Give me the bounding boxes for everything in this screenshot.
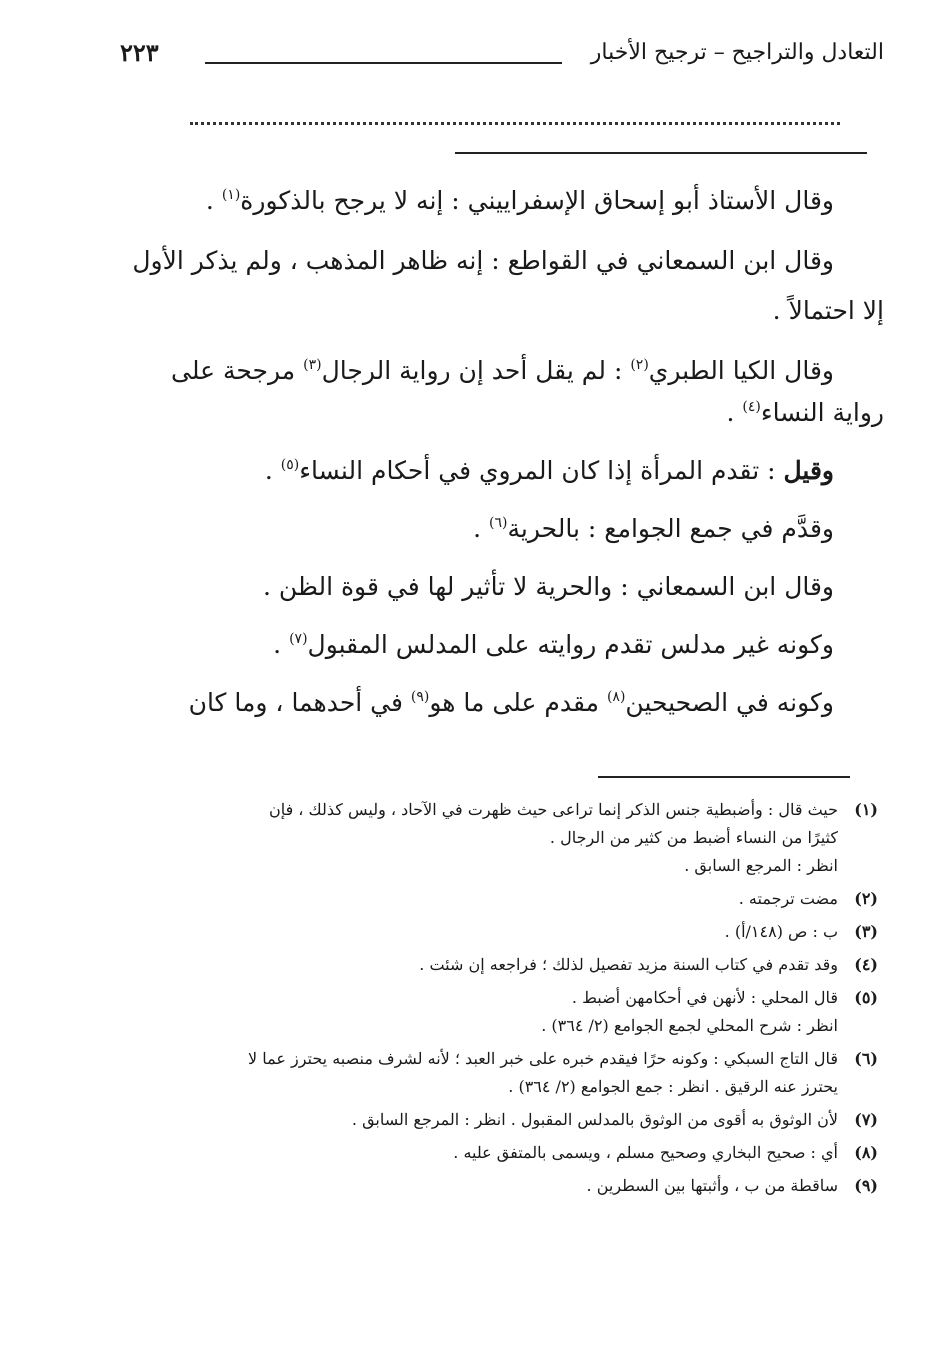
footnote-number: (٣) [854,922,878,941]
running-header-title: التعادل والتراجيح – ترجيح الأخبار [590,40,884,65]
footnote-ref-9: (٩) [410,689,430,705]
footnote-number: (٤) [854,955,878,974]
footnote-number: (١) [854,800,878,819]
footnote-ref-2: (٢) [630,357,649,373]
paragraph-2-continued: إلا احتمالاً . [772,296,884,325]
footnote-ref-4: (٤) [742,399,761,415]
paragraph-8: وكونه في الصحيحين$^{(٨)}$ مقدم على ما هو$^{(٩)}$ في أحدهما ، وما كان [188,688,834,717]
footnote-number: (٦) [854,1049,878,1068]
footnote-text: انظر : شرح المحلي لجمع الجوامع (٢/ ٣٦٤) . [541,1016,838,1035]
footnote-text: لأن الوثوق به أقوى من الوثوق بالمدلس المقبول . انظر : المرجع السابق . [351,1110,838,1129]
footnote-5 [108,984,878,1040]
paragraph-5: وقدَّم في جمع الجوامع : بالحرية$^{(٦)}$ . [473,514,834,543]
footnote-text: أي : صحيح البخاري وصحيح مسلم ، ويسمى بالمتفق عليه . [453,1143,838,1162]
footnote-1 [108,796,878,880]
paragraph-6: وقال ابن السمعاني : والحرية لا تأثير لها في قوة الظن . [263,572,834,601]
footnote-rule [598,776,850,778]
footnote-number: (٧) [854,1110,878,1129]
dotted-separator [190,118,840,128]
footnotes [108,796,878,1205]
footnote-ref-8: (٨) [606,689,626,705]
footnote-number: (٥) [854,988,878,1007]
footnote-number: (٩) [854,1176,878,1195]
footnote-text: حيث قال : وأضبطية جنس الذكر إنما تراعى حيث ظهرت في الآحاد ، وليس كذلك ، فإن [268,800,838,819]
header-rule [205,62,562,64]
footnote-ref-5: (٥) [280,457,300,473]
paragraph-4: وقيل : تقدم المرأة إذا كان المروي في أحكام النساء$^{(٥)}$ . [264,456,834,485]
footnote-7 [108,1106,878,1134]
footnote-8 [108,1139,878,1167]
footnote-text: يحترز عنه الرقيق . انظر : جمع الجوامع (٢/ ٣٦٤) . [508,1077,838,1096]
footnote-2 [108,885,878,913]
footnote-text: قال المحلي : لأنهن في أحكامهن أضبط . [571,988,838,1007]
footnote-text: وقد تقدم في كتاب السنة مزيد تفصيل لذلك ؛ فراجعه إن شئت . [419,955,838,974]
footnote-ref-3: (٣) [303,357,322,373]
footnote-text: كثيرًا من النساء أضبط من كثير من الرجال . [549,828,838,847]
footnote-number: (٨) [854,1143,878,1162]
paragraph-7: وكونه غير مدلس تقدم روايته على المدلس المقبول$^{(٧)}$ . [273,630,834,659]
footnote-text: ب : ص (١٤٨/أ) . [724,922,838,941]
separator-rule [455,152,867,154]
footnote-ref-1: (١) [221,187,241,203]
footnote-4 [108,951,878,979]
paragraph-3-continued: رواية النساء$^{(٤)}$ . [726,398,884,427]
footnote-ref-6: (٦) [489,515,508,531]
footnote-3 [108,918,878,946]
footnote-text: انظر : المرجع السابق . [684,856,838,875]
footnote-6 [108,1045,878,1101]
page-number: ٢٢٣ [120,38,159,67]
footnote-text: ساقطة من ب ، وأثبتها بين السطرين . [586,1176,838,1195]
paragraph-2: وقال ابن السمعاني في القواطع : إنه ظاهر المذهب ، ولم يذكر الأول [132,246,834,275]
footnote-number: (٢) [854,889,878,908]
footnote-text: قال التاج السبكي : وكونه حرًا فيقدم خبره على خبر العبد ؛ لأنه لشرف منصبه يحترز عما لا [248,1049,838,1068]
paragraph-3: وقال الكيا الطبري$^{(٢)}$ : لم يقل أحد إن رواية الرجال$^{(٣)}$ مرجحة على [171,356,834,385]
body-paragraphs [104,176,884,728]
footnote-text: مضت ترجمته . [738,889,838,908]
footnote-ref-7: (٧) [289,631,308,647]
paragraph-1: وقال الأستاذ أبو إسحاق الإسفراييني : إنه لا يرجح بالذكورة$^{(١)}$ . [205,186,834,215]
footnote-9 [108,1172,878,1200]
